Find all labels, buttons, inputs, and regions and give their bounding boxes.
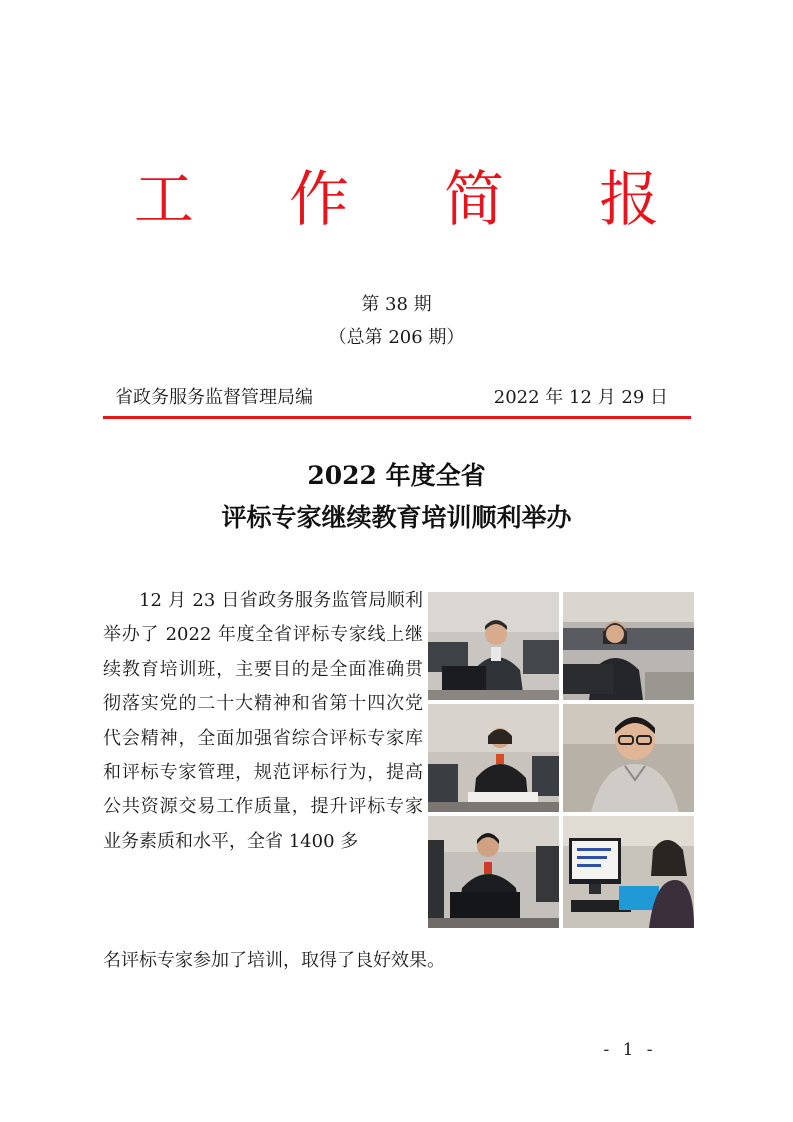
photo-trainee-3 — [428, 704, 559, 812]
article-body-tail: 名评标专家参加了培训，取得了良好效果。 — [103, 950, 445, 971]
photo-trainee-4 — [563, 704, 694, 812]
issue-total: （总第 206 期） — [328, 327, 465, 348]
article-headline-line2: 评标专家继续教育培训顺利举办 — [221, 503, 572, 532]
page-number: - 1 - — [603, 1040, 657, 1060]
article-headline-line1: 2022 年度全省 — [307, 461, 486, 490]
photo-trainee-6 — [563, 816, 694, 928]
photo-trainee-2 — [563, 592, 694, 700]
photo-trainee-1 — [428, 592, 559, 700]
red-divider — [103, 416, 691, 419]
photo-collage — [428, 592, 694, 928]
editor-label: 省政务服务监督管理局编 — [115, 387, 313, 408]
photo-trainee-5 — [428, 816, 559, 928]
article-body: 12 月 23 日省政务服务监管局顺利举办了 2022 年度全省评标专家线上继续教育培训班，主要目的是全面准确贯彻落实党的二十大精神和省第十四次党代会精神，全面加强省综合评标专家库和评标专家管理，规范评标行为，提高公共资源交易工作质量，提升评标专家业务素质和水平，全省 1400 多 — [103, 590, 423, 852]
masthead-title: 工 作 简 报 — [133, 165, 698, 235]
publish-date: 2022 年 12 月 29 日 — [493, 387, 668, 408]
issue-number: 第 38 期 — [361, 294, 432, 315]
